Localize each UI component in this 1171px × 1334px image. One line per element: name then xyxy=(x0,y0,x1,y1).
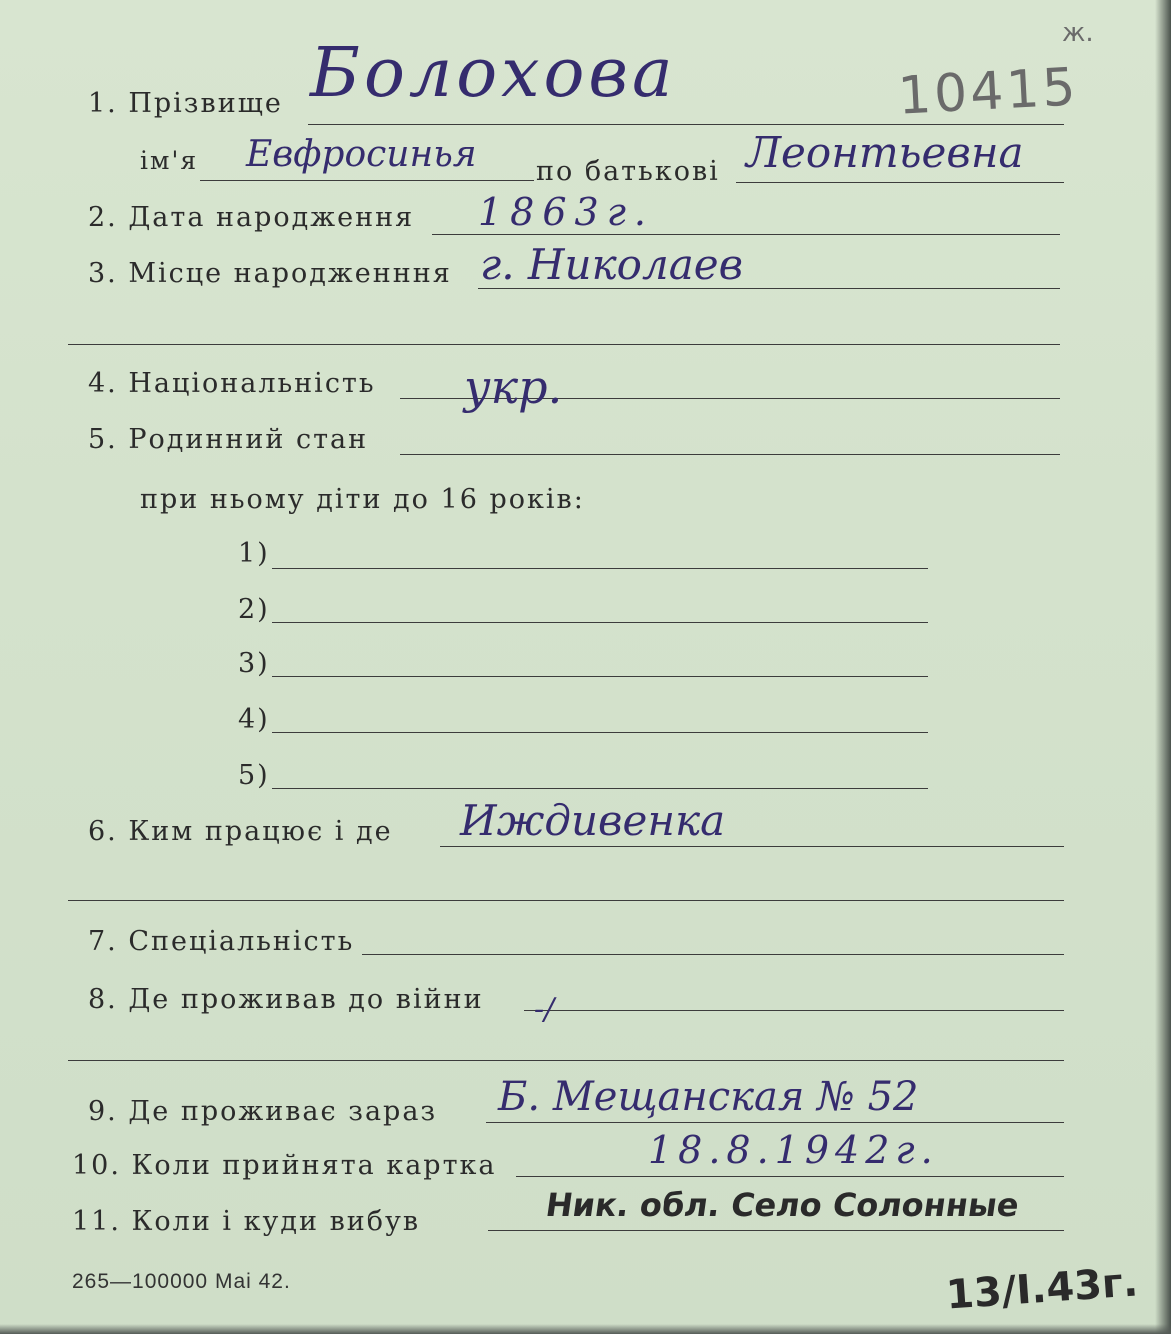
child-3-label: 3) xyxy=(238,648,270,679)
child-2-label: 2) xyxy=(238,594,270,625)
card-edge-shadow xyxy=(1155,0,1171,1334)
prewar-residence-line-2 xyxy=(68,1060,1064,1061)
marital-status-line xyxy=(400,454,1060,455)
field-current-residence-label: 9. Де проживає зараз xyxy=(88,1096,438,1127)
prewar-residence-line xyxy=(524,1010,1064,1011)
card-date-line xyxy=(516,1176,1064,1177)
work-line-2 xyxy=(68,900,1064,901)
field-surname-label: 1. Прізвище xyxy=(88,88,283,119)
child-1-label: 1) xyxy=(238,538,270,569)
child-5-line xyxy=(272,788,928,789)
field-specialty-label: 7. Спеціальність xyxy=(88,926,355,957)
surname-value: Болохова xyxy=(310,34,677,113)
field-card-date-label: 10. Коли прийнята картка xyxy=(72,1150,497,1181)
departure-line xyxy=(488,1230,1064,1231)
print-run-info: 265—100000 Mai 42. xyxy=(72,1270,291,1293)
child-5-label: 5) xyxy=(238,760,270,791)
card-date-value: 18.8.1942г. xyxy=(648,1128,939,1172)
specialty-line xyxy=(362,954,1064,955)
work-value: Иждивенка xyxy=(460,796,726,845)
field-marital-status-label: 5. Родинний стан xyxy=(88,424,369,455)
work-line xyxy=(440,846,1064,847)
current-residence-line xyxy=(486,1122,1064,1123)
child-1-line xyxy=(272,568,928,569)
field-birth-place-label: 3. Місце народженння xyxy=(88,258,452,289)
field-work-label: 6. Ким працює і де xyxy=(88,816,393,847)
field-name-label: ім'я xyxy=(140,146,199,175)
file-number: 10415 xyxy=(896,57,1080,127)
corner-mark: ж. xyxy=(1062,18,1094,48)
child-3-line xyxy=(272,676,928,677)
birth-date-value: 1863г. xyxy=(478,190,654,234)
birth-date-line xyxy=(432,234,1060,235)
surname-line xyxy=(308,124,1064,125)
card-bottom-shadow xyxy=(0,1324,1171,1334)
prewar-residence-mark: -/ xyxy=(534,992,555,1027)
departure-date: 13/I.43г. xyxy=(944,1259,1140,1319)
children-label: при ньому діти до 16 років: xyxy=(140,484,585,515)
departure-value: Ник. обл. Село Солонные xyxy=(543,1186,1022,1224)
child-4-label: 4) xyxy=(238,704,270,735)
field-birth-date-label: 2. Дата народження xyxy=(88,202,415,233)
child-2-line xyxy=(272,622,928,623)
patronymic-line xyxy=(736,182,1064,183)
current-residence-value: Б. Мещанская № 52 xyxy=(498,1074,919,1120)
field-nationality-label: 4. Національність xyxy=(88,368,376,399)
birth-place-value: г. Николаев xyxy=(480,240,744,289)
child-4-line xyxy=(272,732,928,733)
field-departure-label: 11. Коли і куди вибув xyxy=(72,1206,421,1237)
patronymic-value: Леонтьевна xyxy=(746,128,1024,177)
nationality-value: укр. xyxy=(464,360,563,414)
first-name-line xyxy=(200,180,534,181)
birth-place-line-2 xyxy=(68,344,1060,345)
field-prewar-residence-label: 8. Де проживав до війни xyxy=(88,984,484,1015)
field-patronymic-label: по батькові xyxy=(536,156,720,187)
first-name-value: Евфросинья xyxy=(246,134,477,175)
